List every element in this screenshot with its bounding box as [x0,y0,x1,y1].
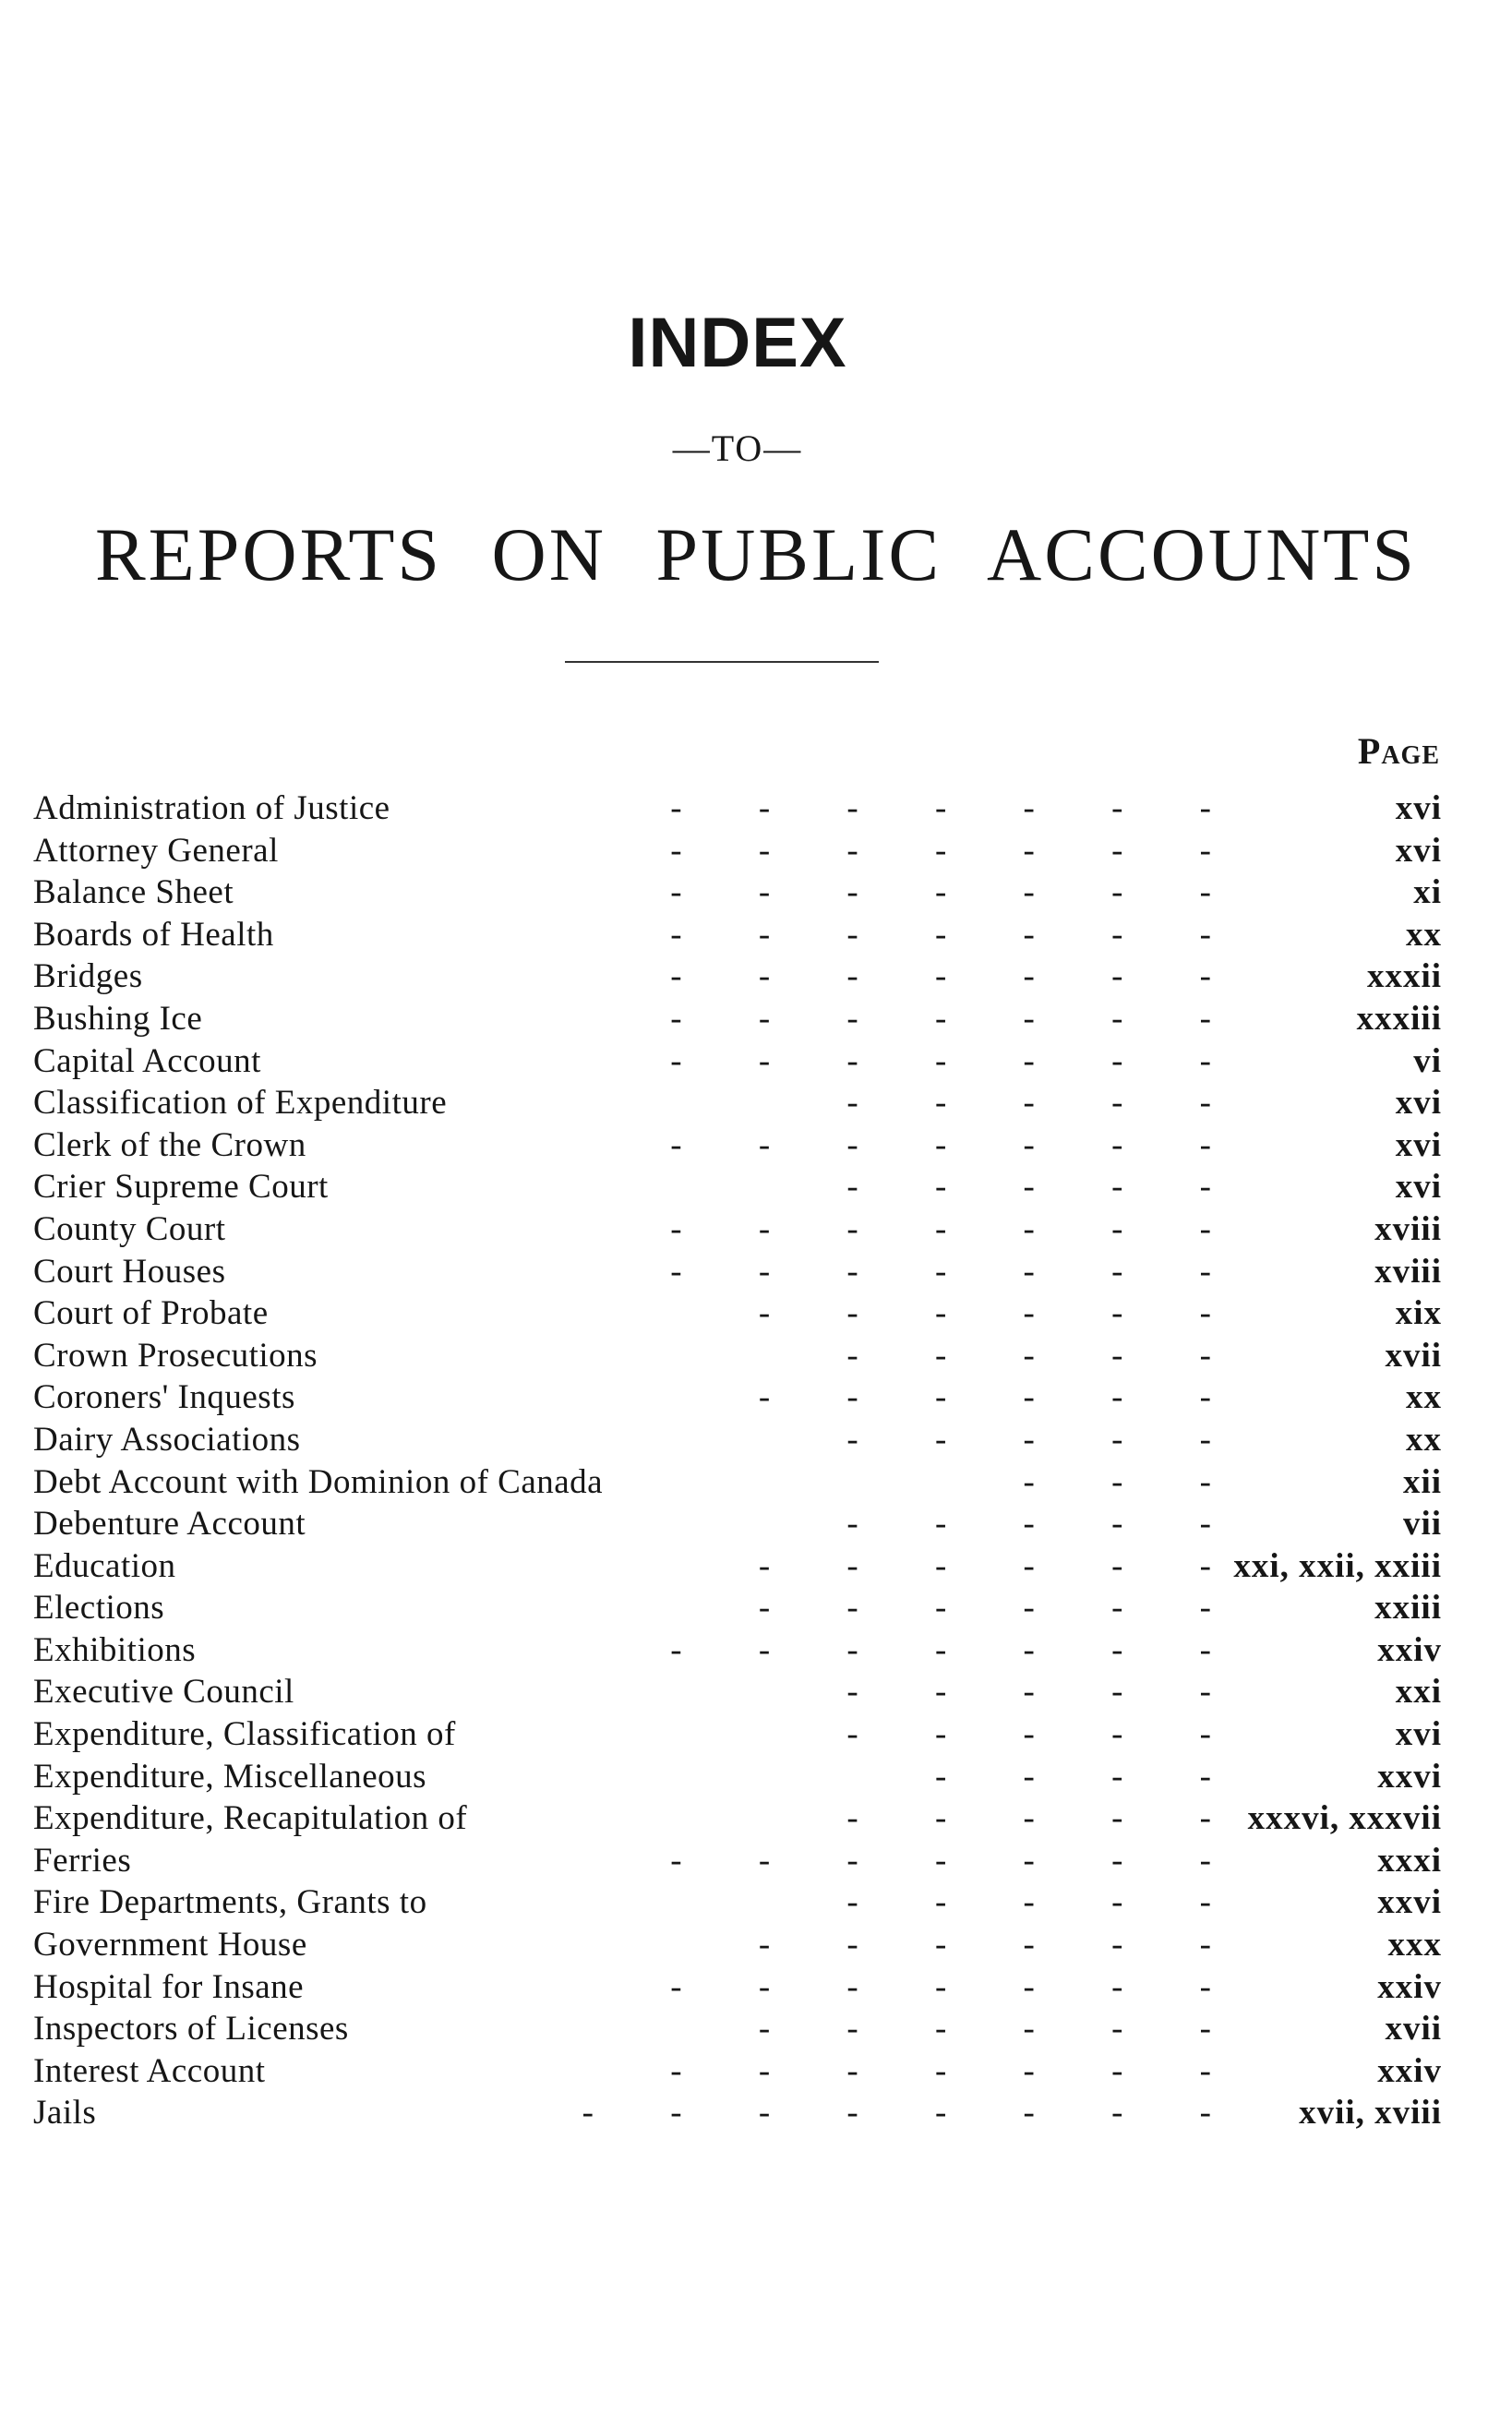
dash-leader: - - - - - [846,1715,1211,1754]
index-entry [33,955,1442,998]
index-entry [33,1461,1442,1504]
index-entry-label: Expenditure, Classification of [33,1715,456,1754]
index-entry-page: xxx [1387,1926,1442,1964]
index-entry-page: xxvi [1377,1883,1442,1922]
dash-leader: - - - - - - - - [582,2094,1211,2133]
dash-leader: - - - - - - - [670,1967,1211,2006]
index-entry [33,1587,1442,1629]
index-entry-page: xx [1406,915,1442,954]
index-entry [33,1756,1442,1798]
index-entry [33,1082,1442,1124]
index-entry-page: xxiv [1377,1630,1442,1669]
index-entry-label: Debenture Account [33,1505,306,1544]
index-entry-page: xxiii [1374,1589,1442,1628]
dash-leader: - - - - - - - [670,1630,1211,1669]
index-entry-label: Ferries [33,1841,132,1880]
index-entry-label: Court Houses [33,1252,226,1291]
index-list [33,787,1442,2134]
index-entry [33,1335,1442,1377]
index-entry-label: Bridges [33,957,143,996]
index-entry-page: xix [1395,1294,1442,1333]
index-entry [33,2008,1442,2050]
index-entry [33,914,1442,956]
index-entry-page: xx [1406,1420,1442,1459]
index-entry-page: xxiv [1377,2051,1442,2090]
index-entry-page: xx [1406,1378,1442,1417]
index-entry-page: xii [1402,1462,1442,1501]
dash-leader: - - - - - - - [670,957,1211,996]
index-entry [33,1671,1442,1713]
dash-leader: - - - - - [846,1799,1211,1838]
page-subtitle: REPORTS ON PUBLIC ACCOUNTS [94,512,1418,596]
index-entry-label: Jails [33,2094,97,2133]
index-entry [33,998,1442,1040]
index-entry [33,1208,1442,1251]
index-entry [33,1545,1442,1588]
index-entry-label: Exhibitions [33,1630,197,1669]
index-entry-page: xxxii [1366,957,1442,996]
dash-leader: - - - - [934,1757,1211,1796]
index-entry-label: Expenditure, Recapitulation of [33,1799,468,1838]
index-entry-label: Inspectors of Licenses [33,2010,349,2049]
index-entry-label: Capital Account [33,1041,261,1080]
dash-leader: - - - - - - [758,1926,1211,1964]
index-entry [33,1040,1442,1083]
title-connector: —TO— [672,427,803,469]
index-entry-page: xviii [1374,1252,1442,1291]
dash-leader: - - - - - [846,1084,1211,1123]
index-entry-page: xxvi [1377,1757,1442,1796]
dash-leader: - - - - - - - [670,1841,1211,1880]
index-entry [33,1966,1442,2009]
index-entry-label: Boards of Health [33,915,274,954]
index-entry [33,871,1442,914]
index-entry-page: vi [1413,1041,1442,1080]
index-entry [33,830,1442,872]
index-entry [33,1503,1442,1545]
index-entry-label: County Court [33,1209,226,1248]
index-entry-page: xvi [1395,789,1442,827]
dash-leader: - - - - - - - [670,831,1211,870]
index-entry-page: xvi [1395,1084,1442,1123]
dash-leader: - - - - - - [758,1294,1211,1333]
index-entry-label: Court of Probate [33,1294,269,1333]
dash-leader: - - - - - - - [670,2051,1211,2090]
dash-leader: - - - - - - [758,1546,1211,1585]
index-entry-label: Coroners' Inquests [33,1378,295,1417]
index-entry [33,1376,1442,1419]
title-divider [565,661,879,663]
dash-leader: - - - - - - - [670,1041,1211,1080]
index-entry-label: Administration of Justice [33,789,390,827]
dash-leader: - - - - - [846,1673,1211,1712]
index-entry [33,1629,1442,1672]
index-entry-page: xvii, xviii [1299,2094,1442,2133]
dash-leader: - - - - - - [758,1378,1211,1417]
index-entry-page: xxxi [1377,1841,1442,1880]
index-entry-page: xvi [1395,1715,1442,1754]
dash-leader: - - - - - - - [670,789,1211,827]
dash-leader: - - - - - [846,1336,1211,1375]
index-entry-page: xxi [1395,1673,1442,1712]
index-entry-page: xvii [1385,2010,1442,2049]
dash-leader: - - - - - [846,1168,1211,1207]
dash-leader: - - - - - - - [670,999,1211,1038]
dash-leader: - - - - - - - [670,1252,1211,1291]
index-entry-label: Clerk of the Crown [33,1125,306,1164]
index-entry [33,1166,1442,1208]
dash-leader: - - - - - - [758,2010,1211,2049]
index-entry [33,1840,1442,1882]
index-entry-label: Balance Sheet [33,873,234,912]
index-entry [33,1713,1442,1756]
index-entry-label: Crown Prosecutions [33,1336,318,1375]
dash-leader: - - - - - - - [670,1209,1211,1248]
index-entry [33,1881,1442,1924]
index-entry-label: Interest Account [33,2051,266,2090]
dash-leader: - - - [1023,1462,1211,1501]
dash-leader: - - - - - - [758,1589,1211,1628]
index-entry-label: Dairy Associations [33,1420,301,1459]
index-entry [33,2092,1442,2134]
index-entry-label: Government House [33,1926,307,1964]
index-entry-page: xxxiii [1356,999,1442,1038]
index-entry-label: Crier Supreme Court [33,1168,329,1207]
index-entry-page: xvi [1395,1168,1442,1207]
index-entry-label: Classification of Expenditure [33,1084,448,1123]
index-entry [33,2050,1442,2093]
index-entry-page: vii [1402,1505,1442,1544]
index-entry-page: xvi [1395,831,1442,870]
dash-leader: - - - - - [846,1883,1211,1922]
index-entry [33,787,1442,830]
index-entry-label: Expenditure, Miscellaneous [33,1757,427,1796]
index-entry-label: Attorney General [33,831,279,870]
index-entry-label: Education [33,1546,176,1585]
index-entry [33,1292,1442,1335]
index-entry [33,1251,1442,1293]
index-entry [33,1924,1442,1966]
dash-leader: - - - - - - - [670,873,1211,912]
dash-leader: - - - - - - - [670,1125,1211,1164]
index-entry-page: xxxvi, xxxvii [1247,1799,1442,1838]
index-entry-page: xvi [1395,1125,1442,1164]
index-entry-label: Elections [33,1589,165,1628]
index-entry-label: Hospital for Insane [33,1967,305,2006]
dash-leader: - - - - - - - [670,915,1211,954]
index-entry-page: xi [1413,873,1442,912]
page-column-header: Page [1357,730,1440,772]
index-entry [33,1797,1442,1840]
index-entry-label: Executive Council [33,1673,294,1712]
index-entry-page: xviii [1374,1209,1442,1248]
index-entry-label: Fire Departments, Grants to [33,1883,427,1922]
dash-leader: - - - - - [846,1505,1211,1544]
index-entry-page: xvii [1385,1336,1442,1375]
index-entry [33,1419,1442,1461]
index-entry-page: xxi, xxii, xxiii [1233,1546,1442,1585]
index-entry [33,1124,1442,1167]
dash-leader: - - - - - [846,1420,1211,1459]
index-entry-label: Bushing Ice [33,999,203,1038]
page-title: INDEX [628,304,847,382]
index-entry-label: Debt Account with Dominion of Canada [33,1462,604,1501]
index-entry-page: xxiv [1377,1967,1442,2006]
